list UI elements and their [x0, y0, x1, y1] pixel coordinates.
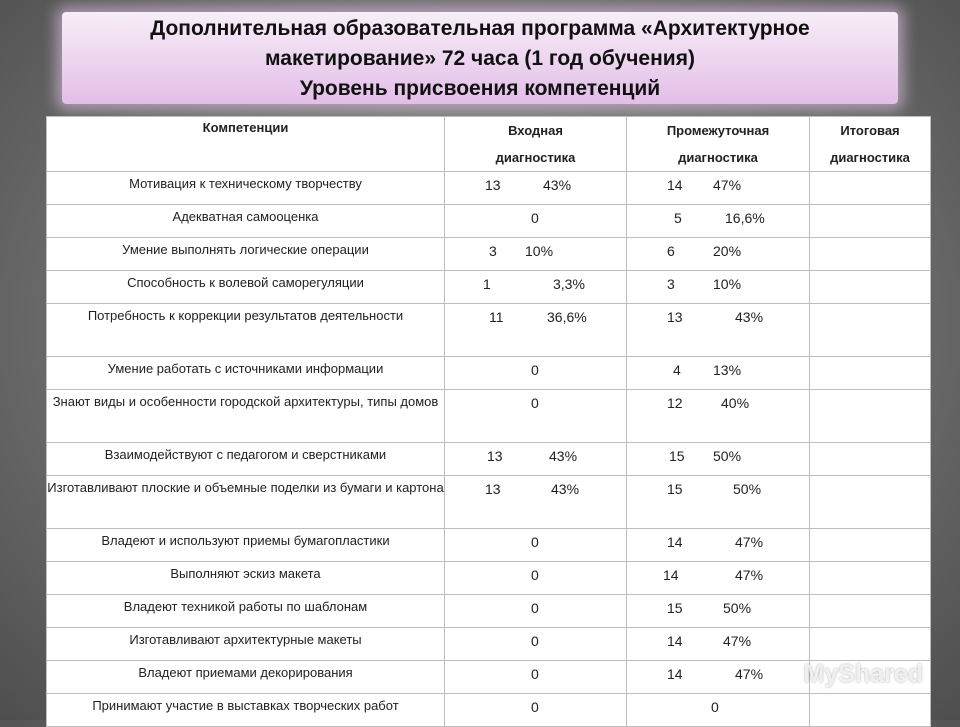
table-row [47, 205, 931, 238]
header-entry-diagnostics: Входная диагностика [445, 117, 627, 172]
mid-cell [627, 529, 810, 562]
entry-cell [445, 271, 627, 304]
entry-count: 3 [489, 243, 497, 259]
mid-count: 14 [667, 666, 683, 682]
entry-count: 0 [531, 567, 539, 583]
entry-cell [445, 172, 627, 205]
mid-cell [627, 476, 810, 529]
mid-percent: 47% [735, 666, 764, 682]
competency-cell: Владеют приемами декорирования [47, 661, 445, 694]
table-row [47, 172, 931, 205]
competency-cell: Мотивация к техническому творчеству [47, 172, 445, 205]
mid-percent: 50% [713, 448, 742, 464]
title-line-1: Дополнительная образовательная программа «Архитектурное [150, 17, 810, 40]
entry-count: 0 [531, 210, 539, 226]
mid-percent: 16,6% [725, 210, 765, 226]
entry-count: 0 [531, 600, 539, 616]
final-cell [810, 529, 931, 562]
entry-cell [445, 238, 627, 271]
title-banner [62, 12, 898, 104]
table-row [47, 595, 931, 628]
entry-cell [445, 304, 627, 357]
entry-count: 0 [531, 699, 539, 715]
competency-cell: Способность к волевой саморегуляции [47, 271, 445, 304]
mid-percent: 50% [723, 600, 752, 616]
final-cell [810, 304, 931, 357]
mid-count: 15 [667, 481, 683, 497]
final-cell [810, 476, 931, 529]
final-cell [810, 595, 931, 628]
mid-cell [627, 562, 810, 595]
mid-cell [627, 238, 810, 271]
entry-percent: 3,3% [553, 276, 585, 292]
entry-cell [445, 476, 627, 529]
mid-count: 3 [667, 276, 675, 292]
entry-count: 0 [531, 362, 539, 378]
final-cell [810, 390, 931, 443]
final-cell [810, 271, 931, 304]
entry-cell [445, 562, 627, 595]
header-competency: Компетенции [47, 117, 445, 172]
mid-cell [627, 205, 810, 238]
entry-count: 13 [485, 481, 501, 497]
title-line-2: макетирование» 72 часа (1 год обучения) [265, 47, 695, 70]
table-row [47, 562, 931, 595]
mid-percent: 43% [735, 309, 764, 325]
entry-count: 1 [483, 276, 491, 292]
mid-cell [627, 357, 810, 390]
myshared-logo-icon [773, 663, 798, 685]
competency-cell: Умение выполнять логические операции [47, 238, 445, 271]
entry-cell [445, 694, 627, 727]
entry-cell [445, 443, 627, 476]
competency-cell: Изготавливают архитектурные макеты [47, 628, 445, 661]
mid-cell [627, 595, 810, 628]
entry-cell [445, 357, 627, 390]
mid-percent: 40% [721, 395, 750, 411]
entry-percent: 10% [525, 243, 554, 259]
table-row [47, 390, 931, 443]
title-line-3: Уровень присвоения компетенций [299, 77, 661, 100]
table-row [47, 529, 931, 562]
mid-count: 14 [667, 177, 683, 193]
entry-percent: 43% [551, 481, 580, 497]
mid-percent: 47% [723, 633, 752, 649]
final-cell [810, 694, 931, 727]
mid-count: 13 [667, 309, 683, 325]
competency-cell: Потребность к коррекции результатов деятельности [47, 304, 445, 357]
mid-cell [627, 172, 810, 205]
mid-percent: 47% [735, 567, 764, 583]
entry-percent: 36,6% [547, 309, 587, 325]
competency-cell: Знают виды и особенности городской архитектуры, типы домов [47, 390, 445, 443]
mid-count: 4 [673, 362, 681, 378]
myshared-watermark [773, 654, 923, 694]
competency-cell: Владеют и используют приемы бумагопластики [47, 529, 445, 562]
table-row [47, 443, 931, 476]
mid-cell [627, 271, 810, 304]
entry-cell [445, 661, 627, 694]
mid-count: 6 [667, 243, 675, 259]
mid-cell [627, 694, 810, 727]
mid-percent: 10% [713, 276, 742, 292]
mid-count: 12 [667, 395, 683, 411]
mid-percent: 50% [733, 481, 762, 497]
table-row [47, 694, 931, 727]
table-row [47, 476, 931, 529]
entry-cell [445, 529, 627, 562]
entry-count: 11 [489, 309, 504, 325]
mid-percent: 47% [735, 534, 764, 550]
entry-count: 13 [485, 177, 501, 193]
competency-cell: Выполняют эскиз макета [47, 562, 445, 595]
mid-cell [627, 443, 810, 476]
mid-percent: 13% [713, 362, 742, 378]
final-cell [810, 205, 931, 238]
entry-cell [445, 205, 627, 238]
mid-cell [627, 304, 810, 357]
entry-count: 0 [531, 534, 539, 550]
competency-cell: Владеют техникой работы по шаблонам [47, 595, 445, 628]
table-row [47, 357, 931, 390]
entry-percent: 43% [549, 448, 578, 464]
header-final-diagnostics: Итоговая диагностика [810, 117, 931, 172]
final-cell [810, 443, 931, 476]
mid-count: 15 [667, 600, 683, 616]
final-cell [810, 172, 931, 205]
header-mid-diagnostics: Промежуточная диагностика [627, 117, 810, 172]
mid-percent: 47% [713, 177, 742, 193]
table-row [47, 304, 931, 357]
entry-count: 0 [531, 395, 539, 411]
mid-count: 14 [663, 567, 679, 583]
final-cell [810, 562, 931, 595]
mid-cell [627, 390, 810, 443]
mid-count: 15 [669, 448, 685, 464]
mid-count: 0 [711, 699, 719, 715]
entry-count: 0 [531, 666, 539, 682]
entry-percent: 43% [543, 177, 572, 193]
entry-count: 0 [531, 633, 539, 649]
table-row [47, 238, 931, 271]
entry-cell [445, 628, 627, 661]
entry-cell [445, 595, 627, 628]
competency-cell: Изготавливают плоские и объемные поделки из бумаги и картона [47, 476, 445, 529]
entry-count: 13 [487, 448, 503, 464]
competency-cell: Умение работать с источниками информации [47, 357, 445, 390]
mid-count: 5 [674, 210, 682, 226]
table-row [47, 271, 931, 304]
competency-cell: Адекватная самооценка [47, 205, 445, 238]
mid-count: 14 [667, 534, 683, 550]
competency-table [46, 116, 931, 727]
final-cell [810, 238, 931, 271]
entry-cell [445, 390, 627, 443]
final-cell [810, 357, 931, 390]
competency-cell: Принимают участие в выставках творческих работ [47, 694, 445, 727]
mid-count: 14 [667, 633, 683, 649]
mid-percent: 20% [713, 243, 742, 259]
watermark-text: MyShared [803, 659, 923, 688]
competency-cell: Взаимодействуют с педагогом и сверстниками [47, 443, 445, 476]
